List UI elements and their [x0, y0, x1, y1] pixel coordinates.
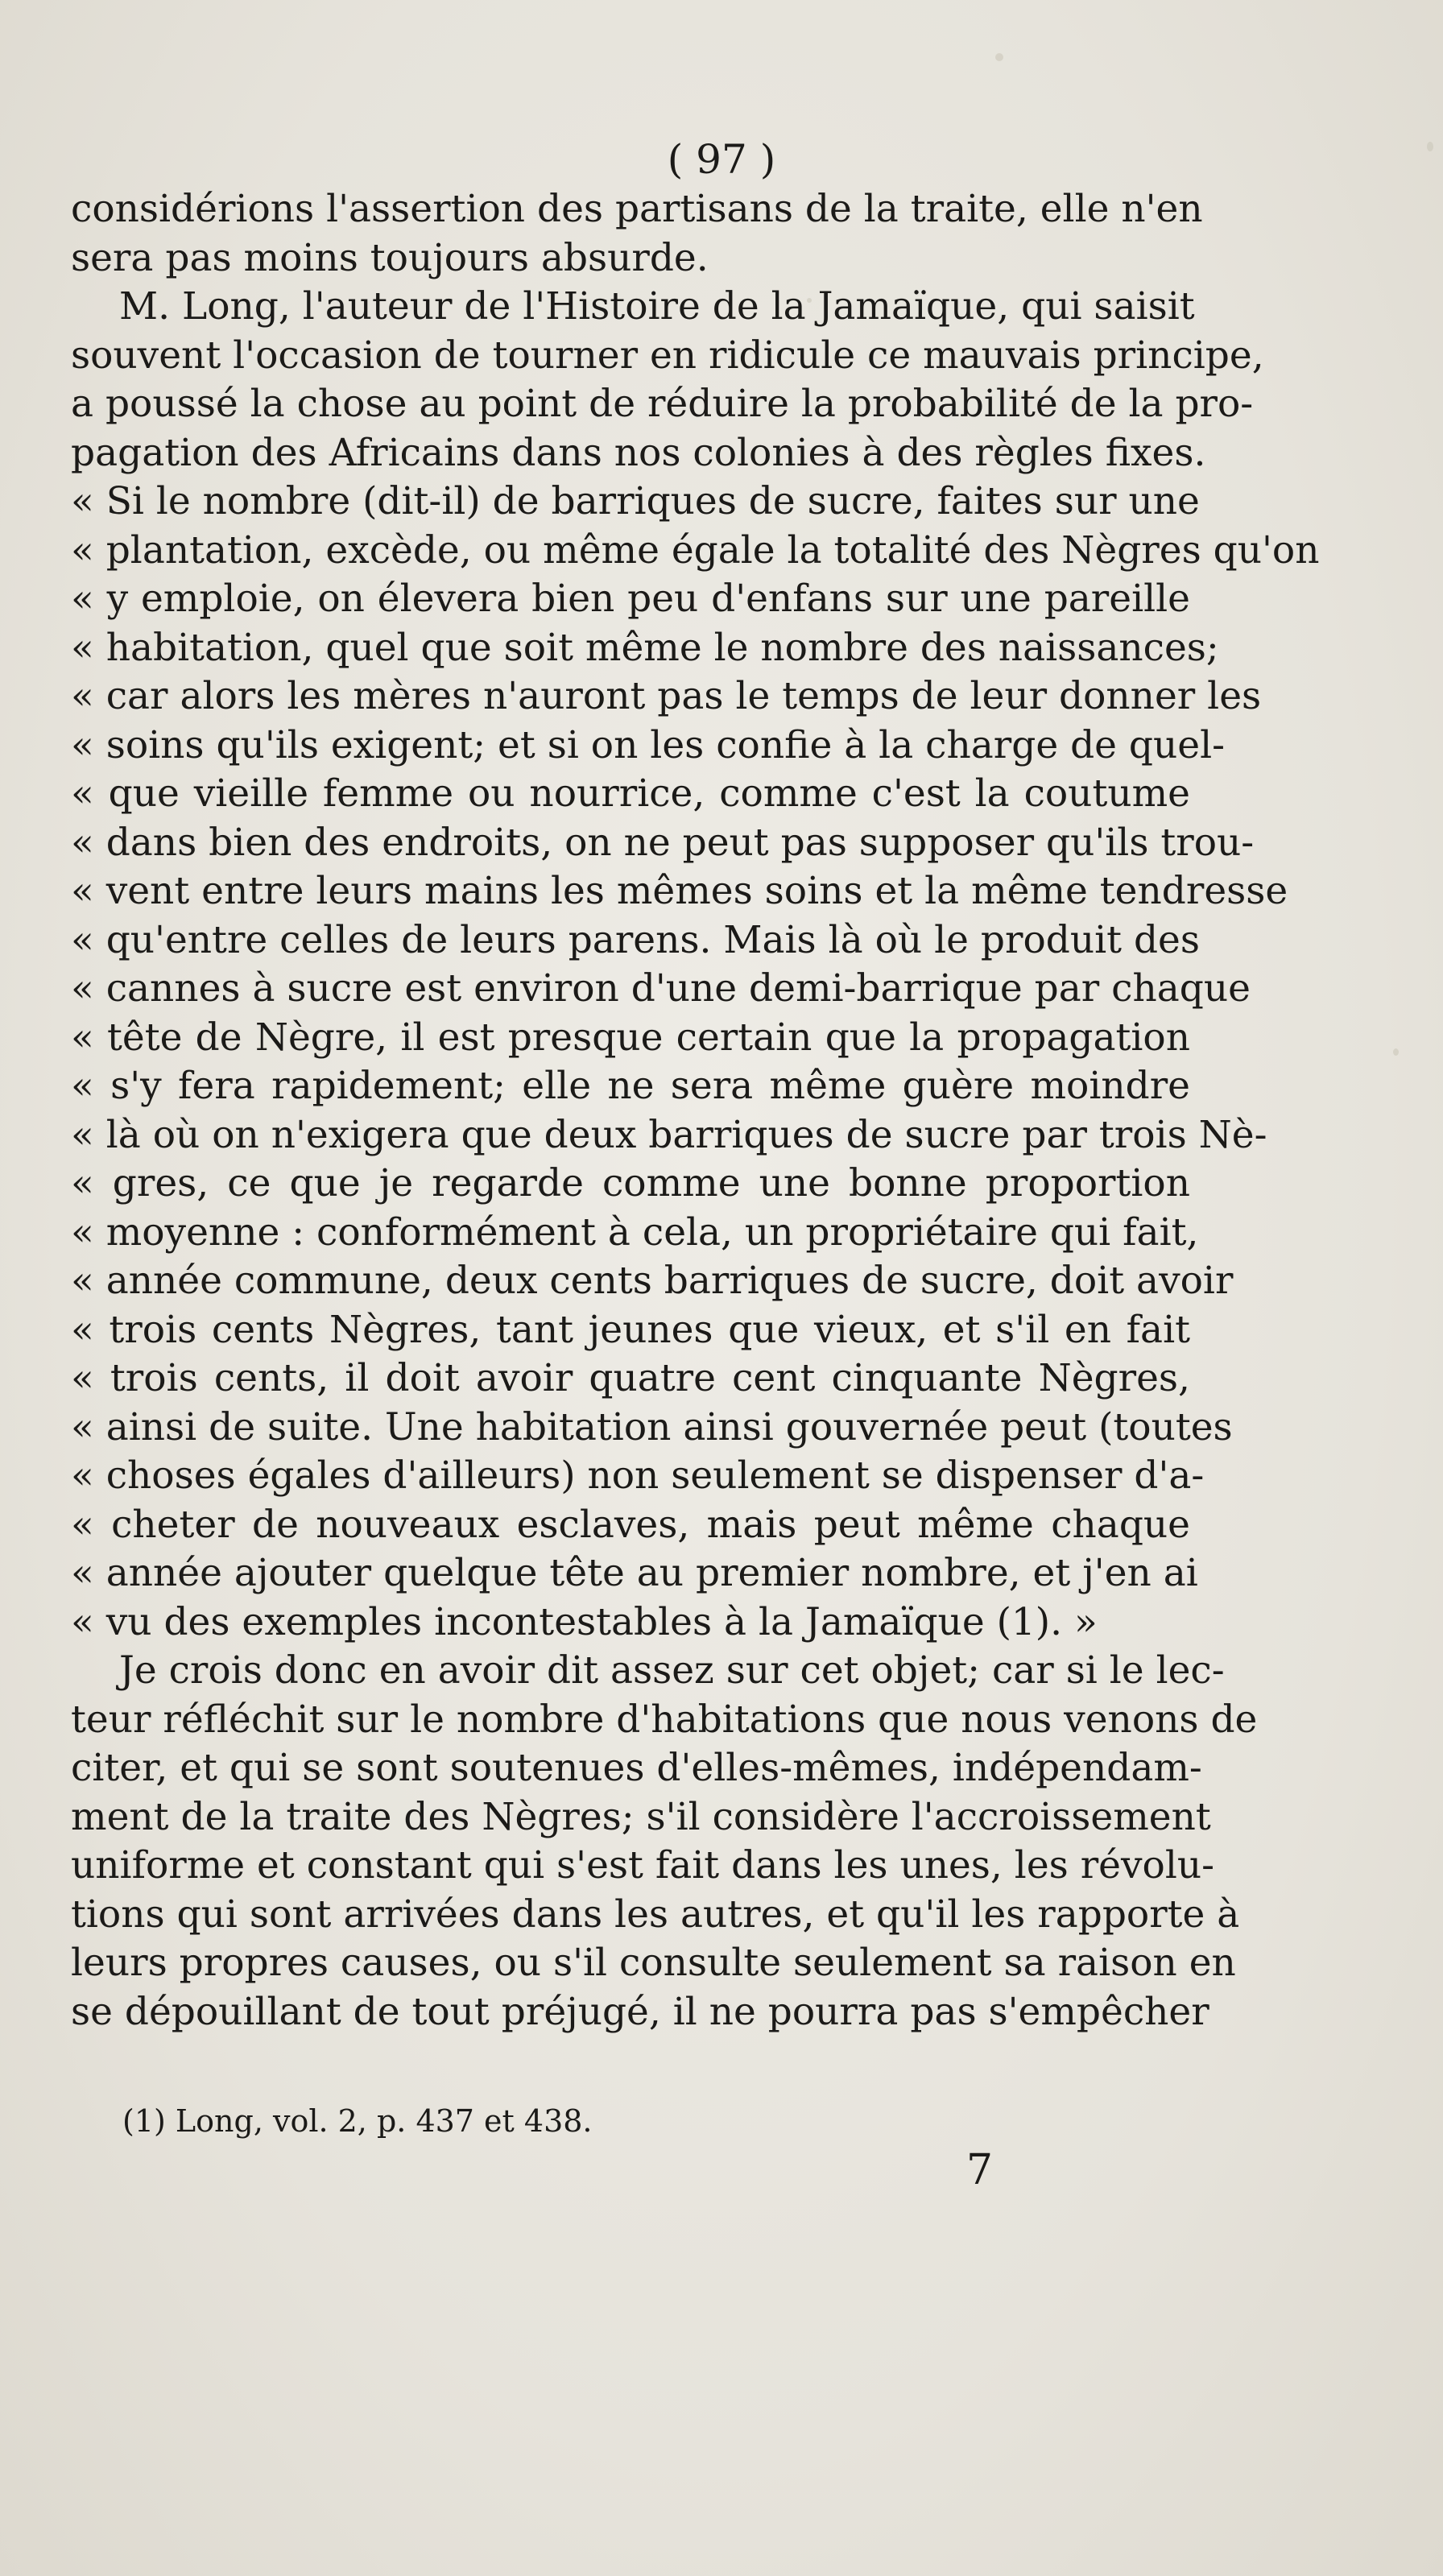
text-line: « y emploie, on élevera bien peu d'enfans sur une pareille	[71, 577, 1190, 621]
text-line: « soins qu'ils exigent; et si on les confie à la charge de quel-	[71, 722, 1225, 767]
text-line: « là où on n'exigera que deux barriques de sucre par trois Nè-	[71, 1112, 1267, 1157]
text-line: leurs propres causes, ou s'il consulte seulement sa raison en	[71, 1941, 1236, 1985]
text-line: « car alors les mères n'auront pas le temps de leur donner les	[71, 674, 1262, 718]
text-line: « habitation, quel que soit même le nombre des naissances;	[71, 625, 1219, 670]
text-line: « vu des exemples incontestables à la Jamaïque (1). »	[71, 1599, 1098, 1644]
text-line: ment de la traite des Nègres; s'il considère l'accroissement	[71, 1794, 1211, 1839]
text-line: sera pas moins toujours absurde.	[71, 235, 709, 280]
text-line: « choses égales d'ailleurs) non seulement se dispenser d'a-	[71, 1453, 1205, 1498]
paper-speck	[1393, 1048, 1399, 1056]
text-line: « cannes à sucre est environ d'une demi-barrique par chaque	[71, 966, 1251, 1011]
text-line: « trois cents Nègres, tant jeunes que vieux, et s'il en fait	[71, 1307, 1190, 1352]
paper-speck	[995, 53, 1003, 61]
text-line: souvent l'occasion de tourner en ridicule ce mauvais principe,	[71, 333, 1264, 378]
text-line: « trois cents, il doit avoir quatre cent cinquante Nègres,	[71, 1356, 1190, 1400]
text-line: « que vieille femme ou nourrice, comme c'est la coutume	[71, 771, 1190, 816]
text-line: « année commune, deux cents barriques de sucre, doit avoir	[71, 1259, 1234, 1303]
text-line: se dépouillant de tout préjugé, il ne pourra pas s'empêcher	[71, 1989, 1209, 2034]
text-line: « plantation, excède, ou même égale la totalité des Nègres qu'on	[71, 527, 1320, 573]
text-line: « année ajouter quelque tête au premier nombre, et j'en ai	[71, 1551, 1198, 1595]
page-number: ( 97 )	[667, 136, 776, 183]
text-line: « gres, ce que je regarde comme une bonne proportion	[71, 1161, 1190, 1205]
text-line: uniforme et constant qui s'est fait dans les unes, les révolu-	[71, 1843, 1215, 1888]
text-line: « cheter de nouveaux esclaves, mais peut même chaque	[71, 1502, 1190, 1547]
text-line: Je crois donc en avoir dit assez sur cet objet; car si le lec-	[119, 1648, 1225, 1693]
body-text	[71, 185, 1320, 2036]
text-line: « vent entre leurs mains les mêmes soins et la même tendresse	[71, 869, 1288, 913]
text-line: considérions l'assertion des partisans de la traite, elle n'en	[71, 187, 1203, 231]
text-line: pagation des Africains dans nos colonies à des règles fixes.	[71, 430, 1206, 475]
text-line: tions qui sont arrivées dans les autres, et qu'il les rapporte à	[71, 1892, 1240, 1937]
footnote: (1) Long, vol. 2, p. 437 et 438.	[122, 2103, 593, 2139]
text-line: « tête de Nègre, il est presque certain que la propagation	[71, 1015, 1190, 1060]
text-line: « s'y fera rapidement; elle ne sera même guère moindre	[71, 1064, 1190, 1108]
text-line: « dans bien des endroits, on ne peut pas supposer qu'ils trou-	[71, 820, 1255, 865]
text-line: M. Long, l'auteur de l'Histoire de la Jamaïque, qui saisit	[119, 284, 1195, 329]
text-line: citer, et qui se sont soutenues d'elles-mêmes, indépendam-	[71, 1746, 1202, 1790]
text-line: « Si le nombre (dit-il) de barriques de sucre, faites sur une	[71, 479, 1200, 523]
text-line: teur réfléchit sur le nombre d'habitations que nous venons de	[71, 1697, 1258, 1742]
text-line: « qu'entre celles de leurs parens. Mais là où le produit des	[71, 917, 1200, 962]
text-line: a poussé la chose au point de réduire la probabilité de la pro-	[71, 382, 1254, 426]
signature-mark: 7	[966, 2146, 994, 2194]
text-line: « moyenne : conformément à cela, un propriétaire qui fait,	[71, 1209, 1199, 1255]
text-line: « ainsi de suite. Une habitation ainsi gouvernée peut (toutes	[71, 1404, 1233, 1449]
